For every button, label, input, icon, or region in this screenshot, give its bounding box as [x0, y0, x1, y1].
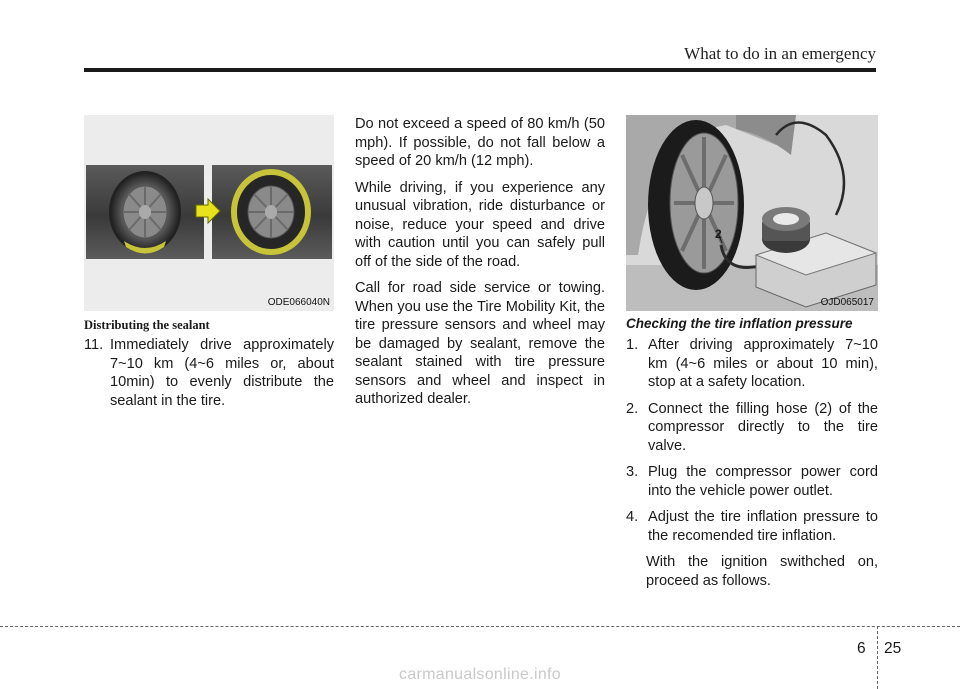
- step-item: [626, 336, 878, 392]
- column-1: [84, 336, 334, 410]
- step-text: Plug the compressor power cord into the vehicle power outlet.: [648, 464, 878, 499]
- hose-callout-label: 2: [715, 227, 722, 241]
- step-item: [626, 400, 878, 456]
- step-text: Immediately drive approximately 7~10 km (4~6 miles or, about 10min) to evenly distribute the sealant in the tire.: [110, 337, 334, 409]
- section-title: What to do in an emergency: [684, 44, 876, 63]
- step-item: [626, 463, 878, 500]
- footer-rule: [0, 626, 960, 627]
- column-3: [626, 336, 878, 590]
- page-number: 25: [884, 640, 902, 657]
- header-rule: [84, 68, 876, 72]
- step-number: 4.: [626, 509, 639, 525]
- paragraph: Call for road side service or towing. When you use the Tire Mobility Kit, the tire pressure sensors and wheel may be damaged by sealant, remove the sealant stained with tire pressure sensors and wheel and inspect in authorized dealer.: [355, 280, 605, 407]
- compressor-figure: [626, 115, 878, 311]
- step-item: [84, 336, 334, 410]
- step-note: With the ignition swithched on, proceed as follows.: [646, 554, 878, 589]
- figure-code: ODE066040N: [267, 297, 330, 308]
- paragraph: Do not exceed a speed of 80 km/h (50 mph). If possible, do not fall below a speed of 20 km/h (12 mph).: [355, 116, 605, 169]
- step-number: 3.: [626, 464, 639, 480]
- sealant-distribution-figure: [84, 115, 334, 311]
- step-text: Adjust the tire inflation pressure to the recomended tire inflation.: [648, 509, 878, 544]
- step-number: 1.: [626, 337, 639, 353]
- sealant-tire-illustration: [84, 115, 334, 311]
- column-2: [355, 115, 605, 417]
- chapter-number: 6: [857, 640, 866, 657]
- section-subtitle: Checking the tire inflation pressure: [626, 316, 853, 331]
- figure-code: OJD065017: [820, 297, 874, 308]
- step-number: 11.: [84, 337, 104, 353]
- step-text: Connect the filling hose (2) of the compressor directly to the tire valve.: [648, 400, 878, 454]
- watermark: carmanualsonline.info: [399, 666, 561, 683]
- step-number: 2.: [626, 400, 639, 417]
- compressor-tire-illustration: [626, 115, 878, 311]
- figure-caption: Distributing the sealant: [84, 318, 210, 332]
- paragraph: While driving, if you experience any unusual vibration, ride disturbance or noise, reduce your speed and drive with caution until you can safely pull off of the side of the road.: [355, 179, 605, 270]
- step-text: After driving approximately 7~10 km (4~6 miles or about 10 min), stop at a safety location.: [648, 337, 878, 390]
- step-item: [626, 508, 878, 545]
